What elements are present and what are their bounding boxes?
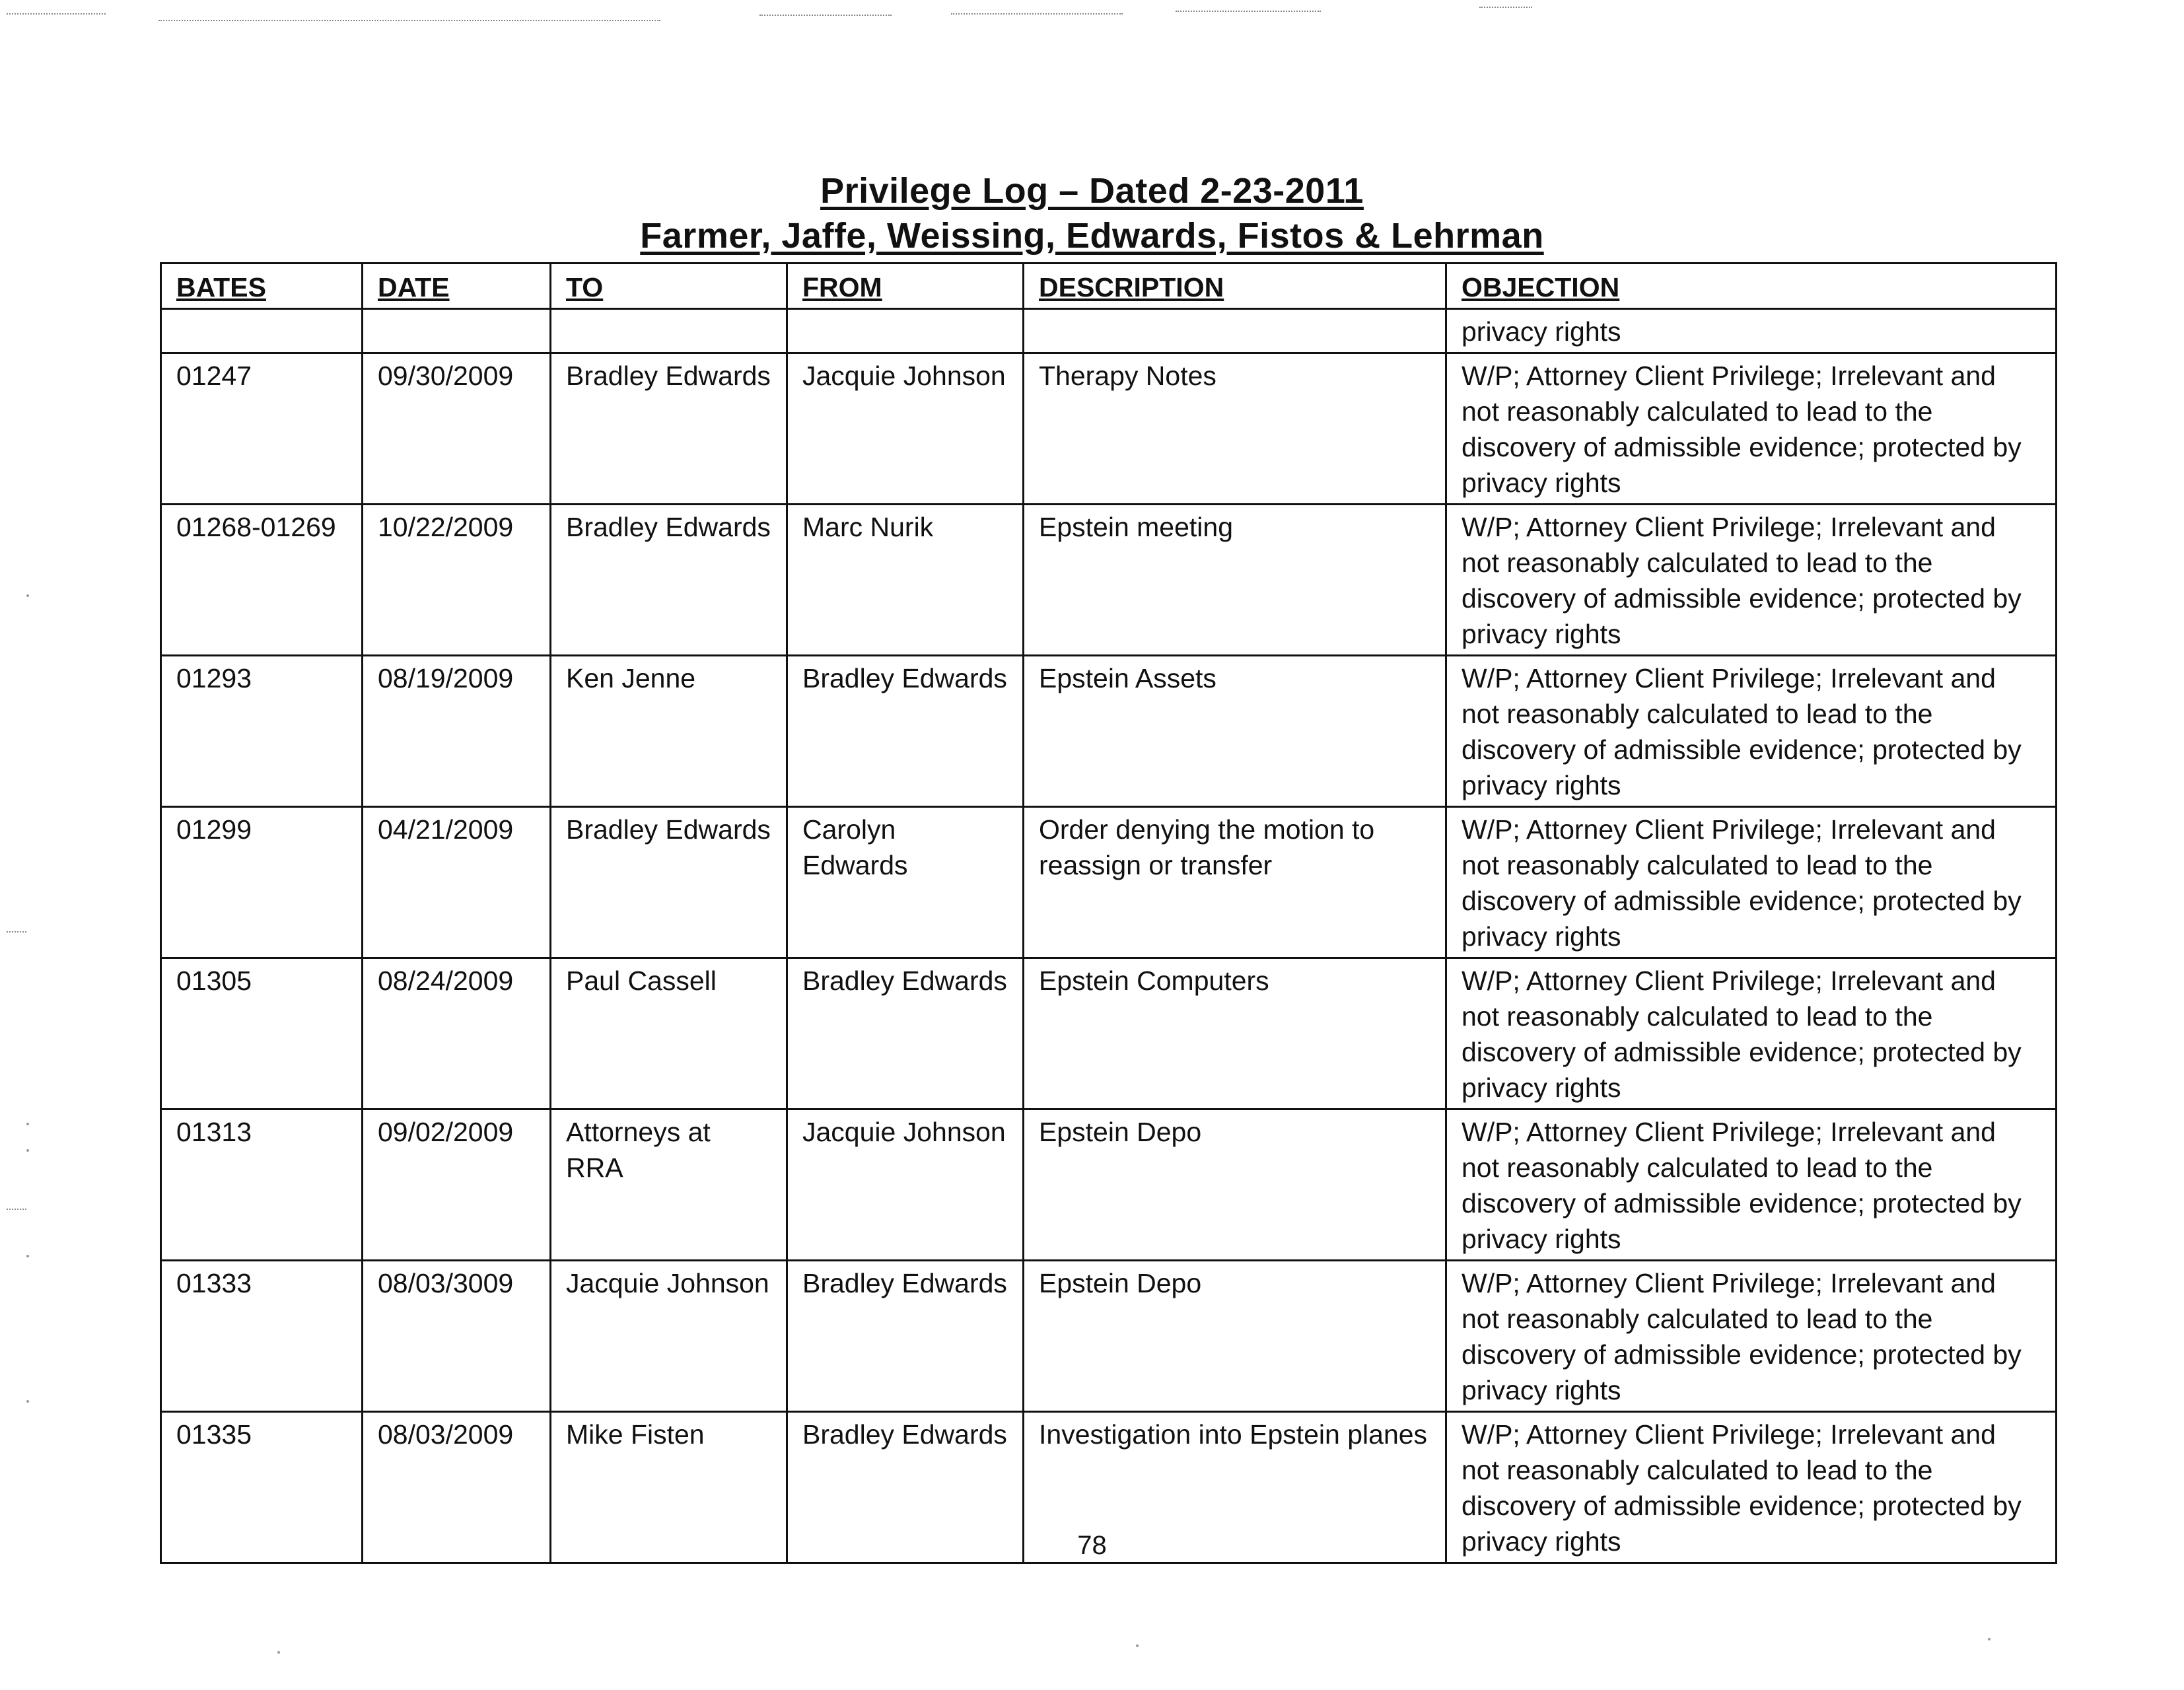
objection-cell: W/P; Attorney Client Privilege; Irrelevant and not reasonably calculated to lead to the discovery of admissible evidence; protected by privacy rights — [1446, 1412, 2057, 1563]
from-cell: Jacquie Johnson — [787, 353, 1024, 505]
empty-cell — [161, 309, 363, 353]
column-header-date: DATE — [363, 264, 551, 309]
from-cell: Marc Nurik — [787, 505, 1024, 656]
empty-cell — [787, 309, 1024, 353]
objection-cell: W/P; Attorney Client Privilege; Irrelevant and not reasonably calculated to lead to the discovery of admissible evidence; protected by privacy rights — [1446, 807, 2057, 958]
from-cell: Jacquie Johnson — [787, 1109, 1024, 1261]
scan-artifact — [759, 15, 892, 16]
from-cell: Bradley Edwards — [787, 1261, 1024, 1412]
date-cell: 08/19/2009 — [363, 656, 551, 807]
scan-artifact — [1988, 1638, 1990, 1640]
column-header-to: TO — [551, 264, 787, 309]
scan-artifact — [277, 1651, 280, 1654]
date-cell: 08/03/3009 — [363, 1261, 551, 1412]
scan-artifact — [7, 13, 106, 15]
scan-artifact — [159, 20, 660, 21]
bates-cell: 01268-01269 — [161, 505, 363, 656]
bates-cell: 01333 — [161, 1261, 363, 1412]
table-row — [161, 958, 2057, 1109]
empty-cell — [1024, 309, 1446, 353]
bates-cell: 01313 — [161, 1109, 363, 1261]
table-row — [161, 1109, 2057, 1261]
bates-cell: 01305 — [161, 958, 363, 1109]
to-cell: Bradley Edwards — [551, 807, 787, 958]
date-cell: 04/21/2009 — [363, 807, 551, 958]
date-cell: 10/22/2009 — [363, 505, 551, 656]
continuation-row — [161, 309, 2057, 353]
description-cell: Epstein Depo — [1024, 1109, 1446, 1261]
to-cell: Attorneys at RRA — [551, 1109, 787, 1261]
description-cell: Epstein Depo — [1024, 1261, 1446, 1412]
description-cell: Epstein Computers — [1024, 958, 1446, 1109]
column-header-objection: OBJECTION — [1446, 264, 2057, 309]
from-cell: Bradley Edwards — [787, 656, 1024, 807]
to-cell: Paul Cassell — [551, 958, 787, 1109]
to-cell: Ken Jenne — [551, 656, 787, 807]
column-header-description: DESCRIPTION — [1024, 264, 1446, 309]
scan-artifact — [26, 594, 29, 597]
bates-cell: 01247 — [161, 353, 363, 505]
document-title: Privilege Log – Dated 2-23-2011 — [820, 171, 1364, 211]
scan-artifact — [26, 1255, 29, 1257]
scan-artifact — [26, 1123, 29, 1125]
empty-cell — [363, 309, 551, 353]
scan-artifact — [1479, 7, 1532, 8]
from-cell: Bradley Edwards — [787, 1412, 1024, 1563]
scan-artifact — [1136, 1644, 1139, 1647]
document-subtitle: Farmer, Jaffe, Weissing, Edwards, Fistos & Lehrman — [640, 216, 1544, 256]
objection-cell: W/P; Attorney Client Privilege; Irrelevant and not reasonably calculated to lead to the discovery of admissible evidence; protected by privacy rights — [1446, 958, 2057, 1109]
scan-artifact — [26, 1400, 29, 1403]
description-cell: Therapy Notes — [1024, 353, 1446, 505]
objection-cell: W/P; Attorney Client Privilege; Irrelevant and not reasonably calculated to lead to the discovery of admissible evidence; protected by privacy rights — [1446, 353, 2057, 505]
objection-cell: W/P; Attorney Client Privilege; Irrelevant and not reasonably calculated to lead to the discovery of admissible evidence; protected by privacy rights — [1446, 505, 2057, 656]
objection-cell: W/P; Attorney Client Privilege; Irrelevant and not reasonably calculated to lead to the discovery of admissible evidence; protected by privacy rights — [1446, 1109, 2057, 1261]
to-cell: Jacquie Johnson — [551, 1261, 787, 1412]
scan-artifact — [1176, 11, 1321, 12]
to-cell: Bradley Edwards — [551, 353, 787, 505]
privilege-log-table — [160, 262, 2057, 1564]
table-row — [161, 1261, 2057, 1412]
table-row — [161, 656, 2057, 807]
date-cell: 08/03/2009 — [363, 1412, 551, 1563]
bates-cell: 01299 — [161, 807, 363, 958]
scan-artifact — [26, 1149, 29, 1152]
from-cell: Bradley Edwards — [787, 958, 1024, 1109]
bates-cell: 01293 — [161, 656, 363, 807]
continued-objection: privacy rights — [1446, 309, 2057, 353]
date-cell: 08/24/2009 — [363, 958, 551, 1109]
to-cell: Bradley Edwards — [551, 505, 787, 656]
objection-cell: W/P; Attorney Client Privilege; Irrelevant and not reasonably calculated to lead to the discovery of admissible evidence; protected by privacy rights — [1446, 1261, 2057, 1412]
objection-cell: W/P; Attorney Client Privilege; Irrelevant and not reasonably calculated to lead to the discovery of admissible evidence; protected by privacy rights — [1446, 656, 2057, 807]
scan-artifact — [951, 13, 1123, 15]
description-cell: Order denying the motion to reassign or transfer — [1024, 807, 1446, 958]
page-number: 78 — [1077, 1531, 1107, 1560]
date-cell: 09/02/2009 — [363, 1109, 551, 1261]
date-cell: 09/30/2009 — [363, 353, 551, 505]
table-header-row — [161, 264, 2057, 309]
description-cell: Epstein Assets — [1024, 656, 1446, 807]
bates-cell: 01335 — [161, 1412, 363, 1563]
from-cell: Carolyn Edwards — [787, 807, 1024, 958]
column-header-bates: BATES — [161, 264, 363, 309]
scan-artifact — [7, 1209, 26, 1210]
column-header-from: FROM — [787, 264, 1024, 309]
table-row — [161, 353, 2057, 505]
to-cell: Mike Fisten — [551, 1412, 787, 1563]
description-cell: Investigation into Epstein planes — [1024, 1412, 1446, 1563]
description-cell: Epstein meeting — [1024, 505, 1446, 656]
empty-cell — [551, 309, 787, 353]
table-row — [161, 807, 2057, 958]
scan-artifact — [7, 931, 26, 933]
table-row — [161, 505, 2057, 656]
